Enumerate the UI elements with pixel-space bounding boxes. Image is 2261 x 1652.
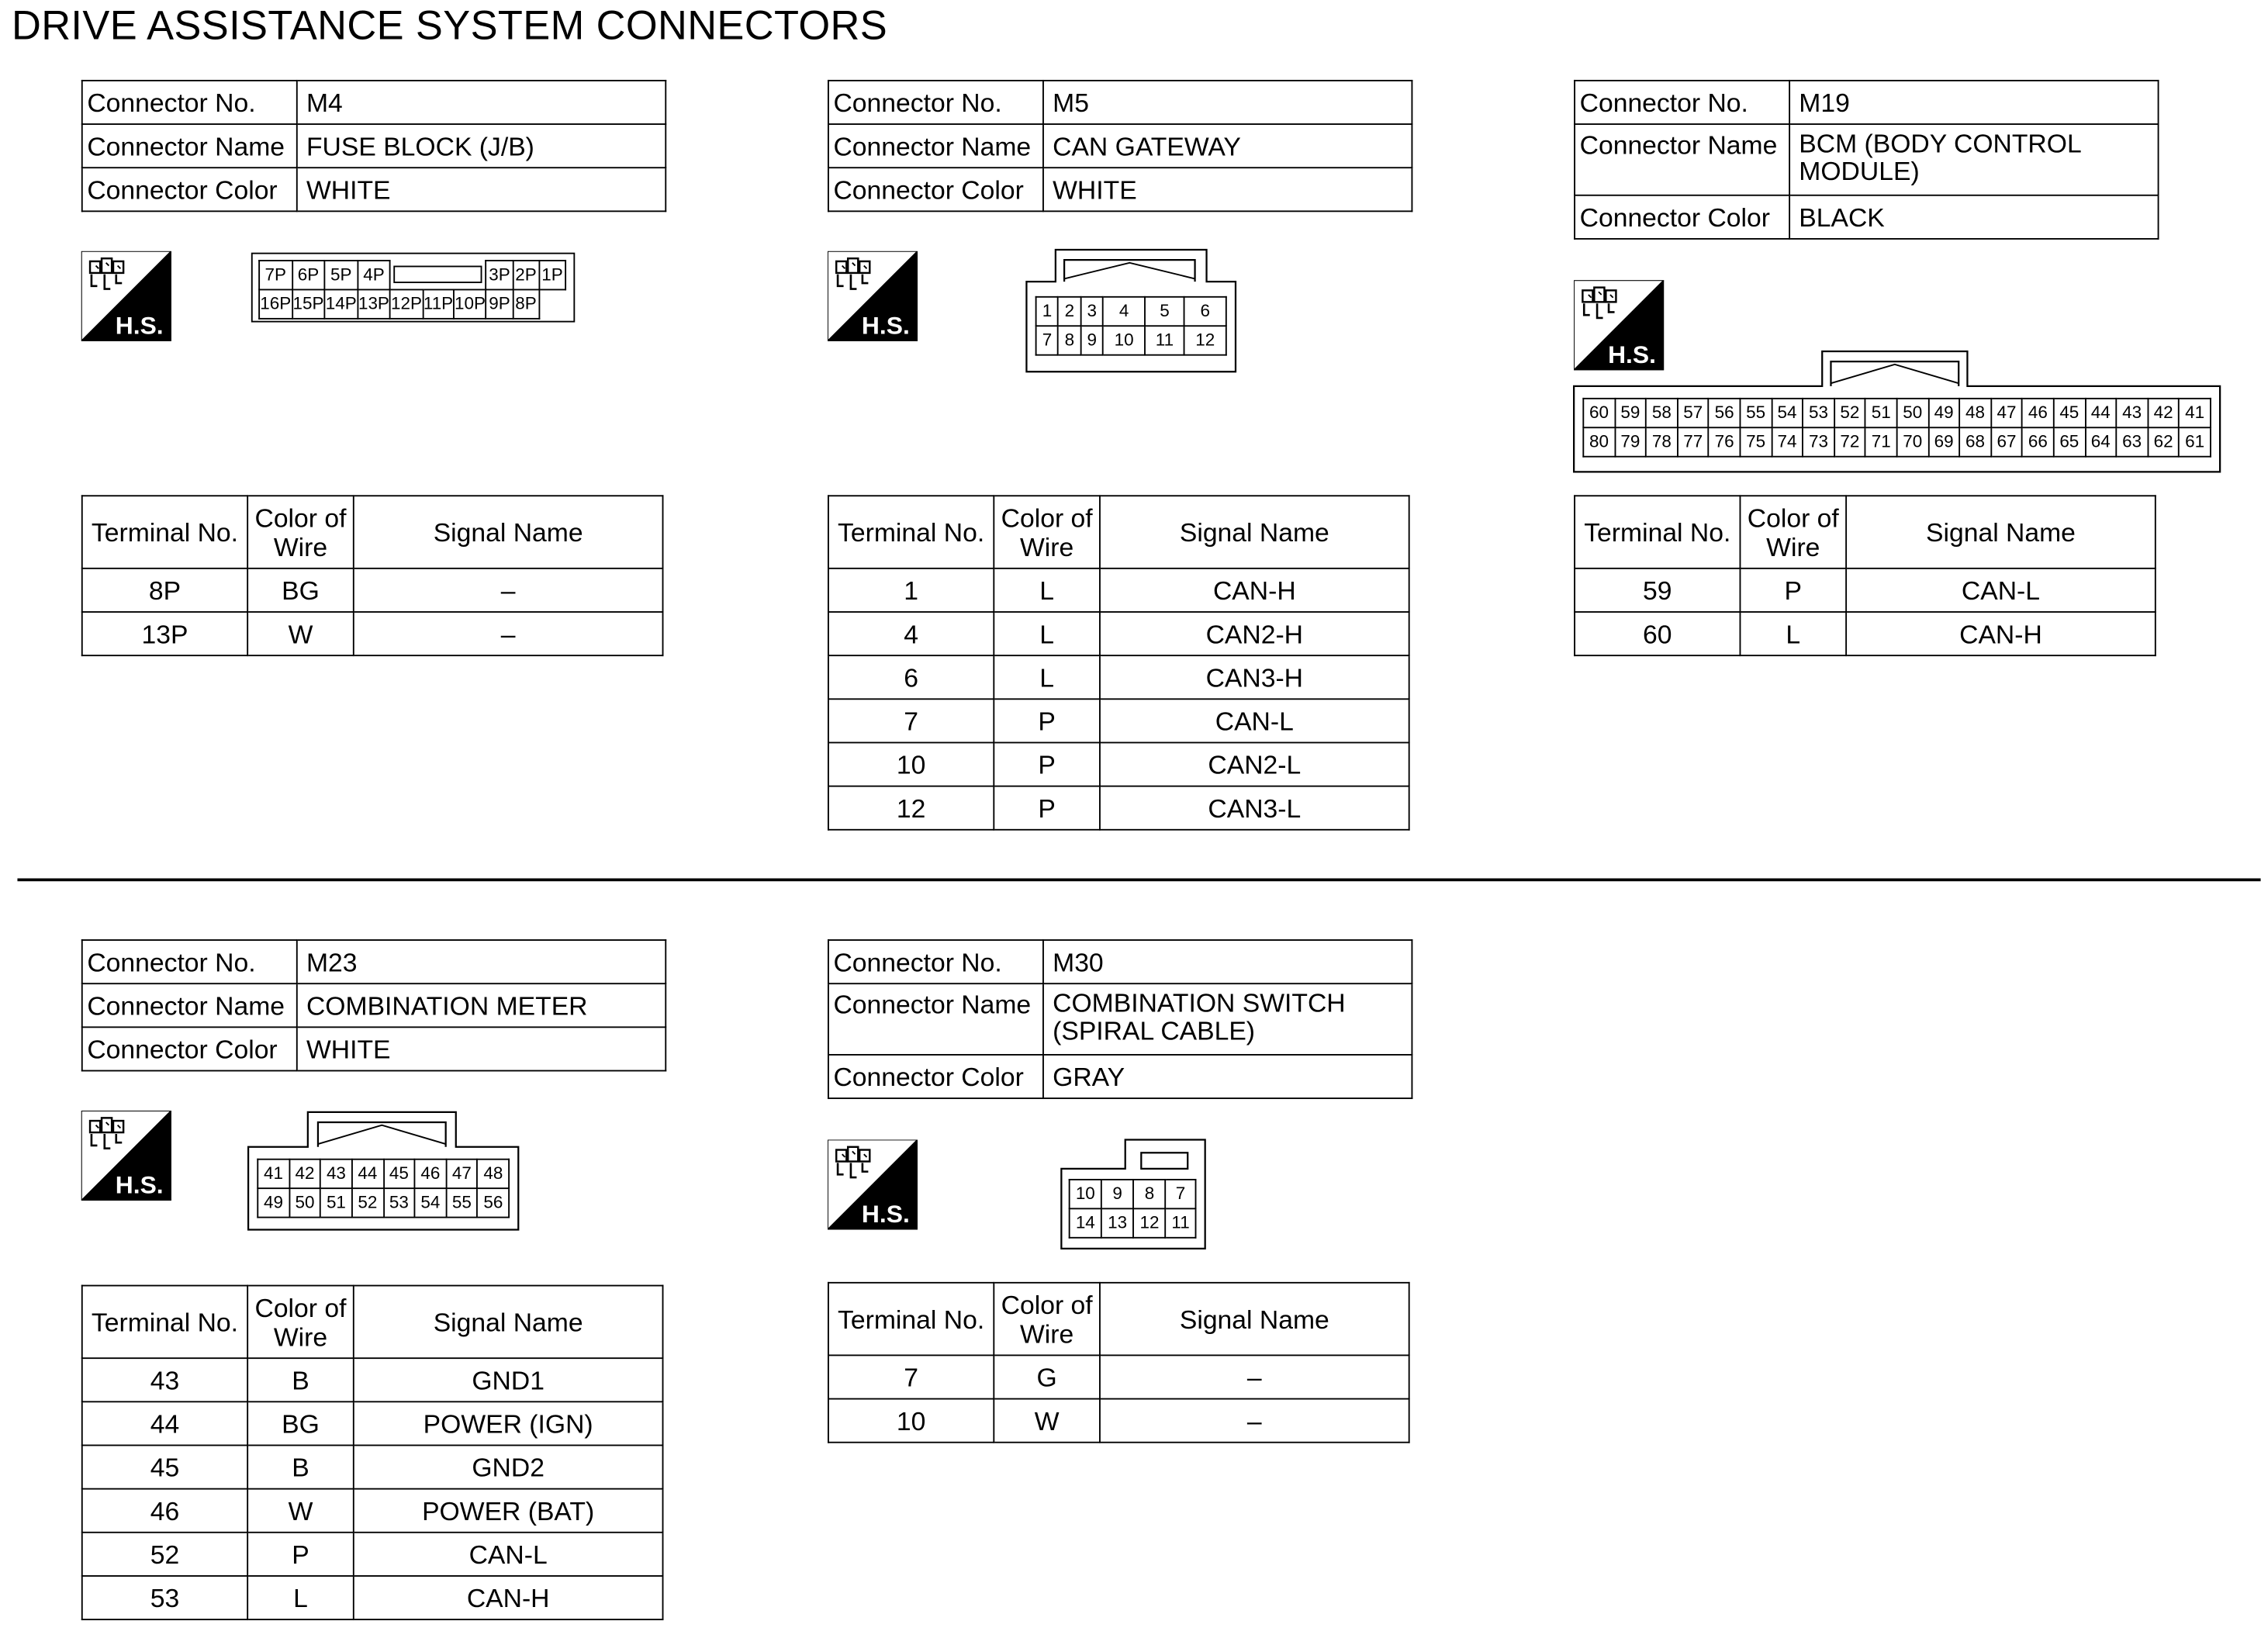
pin: 8 — [1058, 326, 1080, 354]
wire-color-header — [994, 1283, 1100, 1356]
connector-no-label: Connector No. — [82, 81, 297, 124]
wire-color: L — [247, 1576, 354, 1619]
pin: 14 — [1070, 1208, 1101, 1237]
pin: 2P — [513, 261, 539, 289]
wire-color: L — [1740, 612, 1846, 655]
terminal-no-header: Terminal No. — [828, 496, 994, 569]
signal-name: – — [354, 569, 663, 612]
terminal-no: 60 — [1575, 612, 1740, 655]
table-row — [828, 655, 1409, 699]
pin: 59 — [1615, 399, 1646, 427]
connector-no-label: Connector No. — [828, 81, 1043, 124]
terminal-table-m5 — [828, 495, 1410, 830]
table-row — [82, 1401, 663, 1445]
signal-name-header: Signal Name — [354, 1286, 663, 1359]
wire-color-header-line1: Color of — [254, 503, 347, 533]
pin: 14P — [325, 289, 358, 318]
pin: 58 — [1646, 399, 1677, 427]
harness-side-icon — [81, 1111, 171, 1201]
connector-info-m19 — [1574, 80, 2159, 240]
pin: 2 — [1058, 297, 1080, 326]
pin: 12 — [1133, 1208, 1165, 1237]
terminal-no: 10 — [828, 742, 994, 786]
wire-color: B — [247, 1358, 354, 1401]
connector-no-label: Connector No. — [82, 940, 297, 983]
wire-color-header — [247, 496, 354, 569]
wire-color: BG — [247, 569, 354, 612]
wire-color: P — [994, 786, 1100, 830]
hs-label: H.S. — [1608, 340, 1656, 368]
connector-name-line1: BCM (BODY CONTROL — [1799, 129, 2082, 159]
table-row — [828, 699, 1409, 742]
connector-no-value: M23 — [297, 940, 666, 983]
pin: 12P — [390, 289, 423, 318]
pin: 47 — [1991, 399, 2022, 427]
table-row — [1575, 612, 2156, 655]
signal-name: – — [1100, 1355, 1409, 1398]
pin: 49 — [1928, 399, 1959, 427]
pin: 10 — [1070, 1180, 1101, 1208]
hs-label: H.S. — [115, 1170, 164, 1199]
signal-name: GND1 — [354, 1358, 663, 1401]
wire-color-header — [1740, 496, 1846, 569]
pin: 12 — [1184, 326, 1226, 354]
wire-color: P — [994, 742, 1100, 786]
connector-no-label: Connector No. — [1575, 81, 1789, 124]
signal-name: POWER (IGN) — [354, 1401, 663, 1445]
connector-name-label: Connector Name — [828, 124, 1043, 168]
hs-label: H.S. — [115, 311, 164, 340]
table-row — [1575, 569, 2156, 612]
table-row — [82, 1489, 663, 1533]
signal-name: POWER (BAT) — [354, 1489, 663, 1533]
signal-name: CAN2-H — [1100, 612, 1409, 655]
terminal-table-m23 — [81, 1285, 664, 1620]
table-row — [828, 612, 1409, 655]
table-row — [82, 569, 663, 612]
pin: 68 — [1959, 427, 1990, 456]
pin: 53 — [383, 1188, 414, 1217]
pin: 55 — [446, 1188, 477, 1217]
connector-color-label: Connector Color — [1575, 195, 1789, 239]
pin: 64 — [2085, 427, 2116, 456]
pin: 15P — [292, 289, 324, 318]
terminal-table-m19 — [1574, 495, 2156, 656]
pin: 5 — [1145, 297, 1184, 326]
pin: 4 — [1103, 297, 1145, 326]
pin: 44 — [352, 1160, 383, 1188]
wire-color-header-line1: Color of — [1001, 1290, 1093, 1319]
pin-grid-m4 — [258, 260, 566, 320]
pin: 6 — [1184, 297, 1226, 326]
wire-color: W — [994, 1399, 1100, 1443]
pin: 63 — [2116, 427, 2147, 456]
connector-color-value: GRAY — [1043, 1055, 1412, 1098]
connector-name-label: Connector Name — [82, 983, 297, 1027]
pin: 47 — [446, 1160, 477, 1188]
terminal-no-header: Terminal No. — [82, 1286, 247, 1359]
pin-grid-m30 — [1069, 1179, 1197, 1239]
terminal-no: 52 — [82, 1533, 247, 1576]
wire-color-header-line2: Wire — [1020, 532, 1074, 562]
page-title: DRIVE ASSISTANCE SYSTEM CONNECTORS — [11, 2, 888, 48]
signal-name: – — [354, 612, 663, 655]
pin: 42 — [2148, 399, 2179, 427]
connector-name-value — [1043, 983, 1412, 1055]
connector-name-line2: MODULE) — [1799, 157, 1920, 186]
pin: 78 — [1646, 427, 1677, 456]
pin: 10 — [1103, 326, 1145, 354]
table-row — [828, 1355, 1409, 1398]
table-row — [828, 742, 1409, 786]
pin: 54 — [415, 1188, 446, 1217]
connector-name-label: Connector Name — [82, 124, 297, 168]
signal-name: – — [1100, 1399, 1409, 1443]
connector-info-m23 — [81, 939, 666, 1071]
connector-info-m4 — [81, 80, 666, 212]
pin-gap — [390, 261, 486, 289]
wire-color: P — [1740, 569, 1846, 612]
signal-name: CAN3-H — [1100, 655, 1409, 699]
pin: 76 — [1709, 427, 1740, 456]
connector-color-label: Connector Color — [82, 168, 297, 211]
pin: 80 — [1583, 427, 1614, 456]
pin: 49 — [258, 1188, 289, 1217]
wire-color: BG — [247, 1401, 354, 1445]
pin-grid-m23 — [257, 1159, 510, 1218]
signal-name: CAN-H — [354, 1576, 663, 1619]
connector-no-value: M4 — [297, 81, 666, 124]
pin: 1P — [539, 261, 565, 289]
connector-no-label: Connector No. — [828, 940, 1043, 983]
table-row — [82, 1533, 663, 1576]
table-row — [828, 1399, 1409, 1443]
pin: 53 — [1803, 399, 1834, 427]
pin: 79 — [1615, 427, 1646, 456]
section-divider — [17, 878, 2260, 881]
terminal-no: 45 — [82, 1445, 247, 1488]
wire-color: L — [994, 612, 1100, 655]
pin: 41 — [2179, 399, 2211, 427]
terminal-no: 1 — [828, 569, 994, 612]
pin: 46 — [2022, 399, 2053, 427]
pin: 7P — [259, 261, 292, 289]
connector-name-label: Connector Name — [1575, 124, 1789, 195]
terminal-table-m4 — [81, 495, 664, 656]
pin: 41 — [258, 1160, 289, 1188]
terminal-no: 12 — [828, 786, 994, 830]
pin: 51 — [320, 1188, 351, 1217]
connector-info-m5 — [828, 80, 1412, 212]
connector-no-value: M5 — [1043, 81, 1412, 124]
pin: 56 — [1709, 399, 1740, 427]
signal-name: CAN-L — [354, 1533, 663, 1576]
pin: 54 — [1772, 399, 1803, 427]
wire-color: B — [247, 1445, 354, 1488]
pin: 9 — [1101, 1180, 1133, 1208]
pin: 3P — [486, 261, 513, 289]
terminal-no: 53 — [82, 1576, 247, 1619]
wire-color-header-line1: Color of — [1001, 503, 1093, 533]
connector-name-value: CAN GATEWAY — [1043, 124, 1412, 168]
signal-name-header: Signal Name — [1100, 1283, 1409, 1356]
pin: 52 — [1834, 399, 1865, 427]
pin: 43 — [2116, 399, 2147, 427]
wire-color: P — [994, 699, 1100, 742]
wire-color: L — [994, 569, 1100, 612]
connector-color-value: BLACK — [1789, 195, 2158, 239]
pin: 42 — [289, 1160, 320, 1188]
pin: 56 — [478, 1188, 509, 1217]
wire-color: G — [994, 1355, 1100, 1398]
pin: 3 — [1080, 297, 1103, 326]
wire-color-header-line2: Wire — [273, 532, 328, 562]
table-row — [828, 569, 1409, 612]
signal-name-header: Signal Name — [354, 496, 663, 569]
pin: 11 — [1145, 326, 1184, 354]
pin: 73 — [1803, 427, 1834, 456]
pin: 67 — [1991, 427, 2022, 456]
table-row — [82, 1358, 663, 1401]
pin-grid-m19 — [1582, 398, 2211, 458]
terminal-table-m30 — [828, 1282, 1410, 1443]
pin: 48 — [1959, 399, 1990, 427]
wire-color-header-line2: Wire — [273, 1322, 328, 1351]
pin: 71 — [1865, 427, 1896, 456]
connector-color-value: WHITE — [297, 1027, 666, 1070]
pin: 13 — [1101, 1208, 1133, 1237]
pin: 77 — [1678, 427, 1709, 456]
pin: 13P — [358, 289, 390, 318]
wire-color: W — [247, 1489, 354, 1533]
pin: 1 — [1036, 297, 1059, 326]
connector-info-m30 — [828, 939, 1412, 1099]
terminal-no: 7 — [828, 699, 994, 742]
pin: 11P — [423, 289, 454, 318]
pin: 46 — [415, 1160, 446, 1188]
pin: 6P — [292, 261, 324, 289]
terminal-no: 13P — [82, 612, 247, 655]
pin: 66 — [2022, 427, 2053, 456]
terminal-no: 59 — [1575, 569, 1740, 612]
terminal-no: 43 — [82, 1358, 247, 1401]
pin: 9 — [1080, 326, 1103, 354]
terminal-no-header: Terminal No. — [82, 496, 247, 569]
connector-color-value: WHITE — [297, 168, 666, 211]
table-row — [82, 1576, 663, 1619]
wire-color-header-line2: Wire — [1766, 532, 1820, 562]
connector-color-label: Connector Color — [828, 1055, 1043, 1098]
pin: 62 — [2148, 427, 2179, 456]
connector-color-value: WHITE — [1043, 168, 1412, 211]
pin: 45 — [383, 1160, 414, 1188]
signal-name: GND2 — [354, 1445, 663, 1488]
connector-no-value: M19 — [1789, 81, 2158, 124]
signal-name: CAN3-L — [1100, 786, 1409, 830]
hs-label: H.S. — [861, 1200, 910, 1229]
terminal-no-header: Terminal No. — [1575, 496, 1740, 569]
pin: 74 — [1772, 427, 1803, 456]
connector-no-value: M30 — [1043, 940, 1412, 983]
connector-name-value: COMBINATION METER — [297, 983, 666, 1027]
terminal-no: 46 — [82, 1489, 247, 1533]
pin: 50 — [1897, 399, 1928, 427]
hs-label: H.S. — [861, 311, 910, 340]
pin: 7 — [1166, 1180, 1196, 1208]
signal-name: CAN-H — [1846, 612, 2156, 655]
pin: 45 — [2054, 399, 2085, 427]
terminal-no: 4 — [828, 612, 994, 655]
connector-name-line2: (SPIRAL CABLE) — [1053, 1016, 1256, 1045]
table-row — [828, 786, 1409, 830]
wire-color-header-line1: Color of — [254, 1292, 347, 1322]
pin: 75 — [1740, 427, 1771, 456]
connector-name-label: Connector Name — [828, 983, 1043, 1055]
signal-name-header: Signal Name — [1846, 496, 2156, 569]
harness-side-icon — [828, 1139, 918, 1229]
connector-name-value — [1789, 124, 2158, 195]
pin: 5P — [325, 261, 358, 289]
terminal-no: 7 — [828, 1355, 994, 1398]
pin: 61 — [2179, 427, 2211, 456]
pin-grid-m5 — [1035, 296, 1227, 356]
pin: 51 — [1865, 399, 1896, 427]
terminal-no: 44 — [82, 1401, 247, 1445]
pin: 44 — [2085, 399, 2116, 427]
connector-color-label: Connector Color — [82, 1027, 297, 1070]
connector-name-line1: COMBINATION SWITCH — [1053, 988, 1346, 1018]
pin: 57 — [1678, 399, 1709, 427]
pin: 72 — [1834, 427, 1865, 456]
signal-name: CAN-H — [1100, 569, 1409, 612]
harness-side-icon — [81, 251, 171, 341]
wire-color-header-line2: Wire — [1020, 1318, 1074, 1349]
pin: 16P — [259, 289, 292, 318]
pin: 9P — [486, 289, 513, 318]
wire-color: W — [247, 612, 354, 655]
signal-name: CAN-L — [1846, 569, 2156, 612]
signal-name-header: Signal Name — [1100, 496, 1409, 569]
pin: 70 — [1897, 427, 1928, 456]
pin: 50 — [289, 1188, 320, 1217]
pin: 7 — [1036, 326, 1059, 354]
signal-name: CAN2-L — [1100, 742, 1409, 786]
pin: 8P — [513, 289, 539, 318]
pin: 55 — [1740, 399, 1771, 427]
lock-slot — [394, 266, 483, 283]
signal-name: CAN-L — [1100, 699, 1409, 742]
table-row — [82, 612, 663, 655]
pin: 4P — [358, 261, 390, 289]
pin: 52 — [352, 1188, 383, 1217]
pin: 65 — [2054, 427, 2085, 456]
wire-color: P — [247, 1533, 354, 1576]
pin: 10P — [454, 289, 486, 318]
wire-color-header — [247, 1286, 354, 1359]
terminal-no: 8P — [82, 569, 247, 612]
connector-color-label: Connector Color — [828, 168, 1043, 211]
pin: 69 — [1928, 427, 1959, 456]
pin: 8 — [1133, 1180, 1165, 1208]
pin: 43 — [320, 1160, 351, 1188]
terminal-no: 10 — [828, 1399, 994, 1443]
pin: 60 — [1583, 399, 1614, 427]
wire-color: L — [994, 655, 1100, 699]
wire-color-header — [994, 496, 1100, 569]
table-row — [82, 1445, 663, 1488]
pin: 48 — [478, 1160, 509, 1188]
harness-side-icon — [828, 251, 918, 341]
terminal-no-header: Terminal No. — [828, 1283, 994, 1356]
pin: 11 — [1166, 1208, 1196, 1237]
terminal-no: 6 — [828, 655, 994, 699]
wire-color-header-line1: Color of — [1747, 503, 1839, 533]
connector-name-value: FUSE BLOCK (J/B) — [297, 124, 666, 168]
